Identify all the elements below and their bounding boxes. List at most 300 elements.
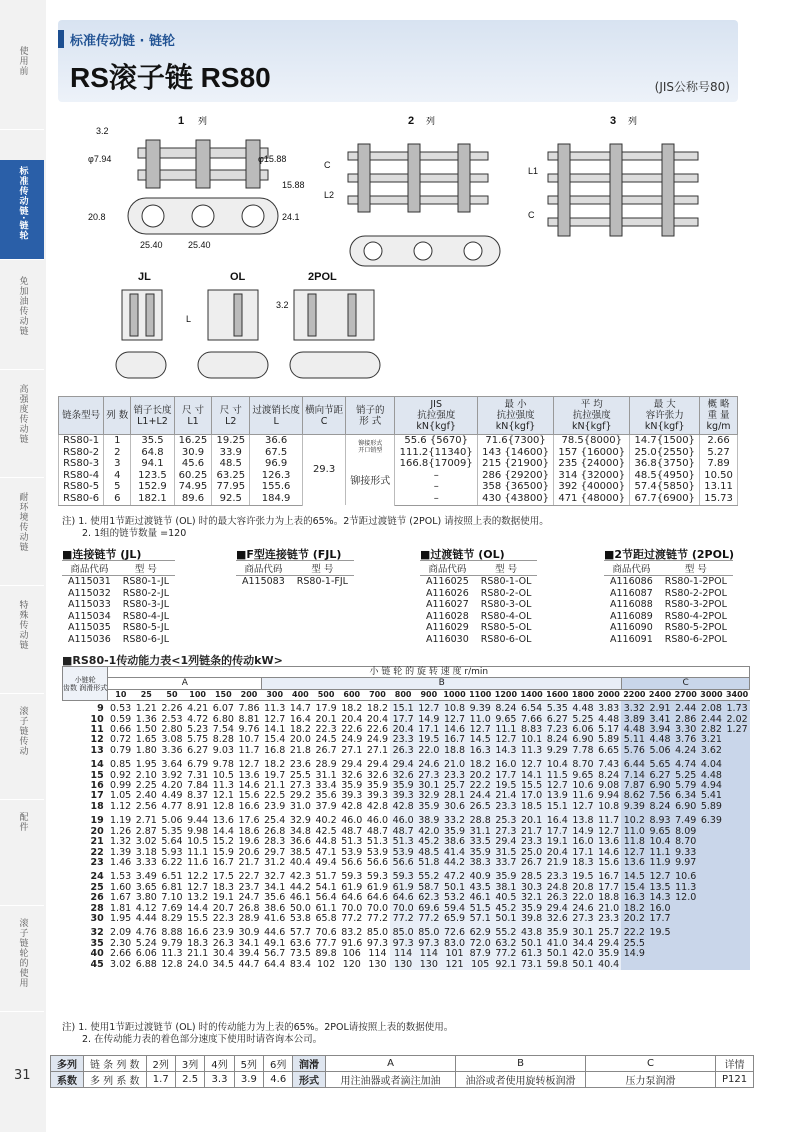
power-cell: 11.6 (570, 791, 596, 801)
power-cell: 53.2 (442, 893, 468, 903)
jl-row (62, 576, 175, 588)
power-cell: 9.65 (570, 771, 596, 781)
power-cell: 35.9 (519, 904, 545, 914)
power-cell: 2.56 (133, 802, 159, 813)
power-cell: 12.7 (236, 757, 262, 771)
ol-code: A116026 (426, 587, 469, 599)
power-cell: 15.5 (185, 914, 211, 925)
power-cell: 14.1 (519, 771, 545, 781)
power-cell: 24.7 (236, 893, 262, 903)
power-cell: 27.3 (570, 914, 596, 925)
power-cell: 44.7 (236, 960, 262, 970)
power-cell: 28.3 (262, 837, 288, 847)
speed-1200: 1200 (494, 689, 518, 699)
dim-c-3: C (528, 210, 535, 220)
power-cell: 61.1 (313, 904, 339, 914)
power-cell: 2.91 (647, 701, 673, 715)
power-cell (673, 960, 699, 970)
power-cell: 16.7 (596, 869, 622, 883)
power-cell: 41.6 (262, 914, 288, 925)
power-cell: 56.7 (262, 949, 288, 959)
power-cell: 8.93 (647, 813, 673, 827)
sidebar-tab-6[interactable]: 滚子链传动 (0, 700, 44, 800)
power-cell: 6.90 (647, 781, 673, 791)
power-cell (699, 893, 725, 903)
power-cell: 31.0 (288, 802, 314, 813)
power-cell: 22.6 (365, 725, 391, 735)
spec-cell: 16.25 (174, 435, 212, 447)
power-cell: 25.0 (519, 848, 545, 858)
power-cell: 97.3 (416, 939, 442, 949)
power-cell: 0.72 (108, 735, 134, 745)
power-cell (724, 939, 750, 949)
power-cell: 34.8 (288, 827, 314, 837)
power-cell: 28.5 (519, 869, 545, 883)
teeth-count: 40 (90, 948, 104, 960)
power-cell: 3.30 (673, 725, 699, 735)
lube-ref-1: 详情 (716, 1056, 754, 1072)
spec-cell: 77.95 (212, 481, 250, 493)
power-cell: 1.50 (133, 725, 159, 735)
power-cell: 7.86 (236, 701, 262, 715)
power-cell: 42.5 (313, 827, 339, 837)
power-cell: 56.6 (365, 858, 391, 869)
power-cell: 54.1 (313, 883, 339, 893)
power-cell: 44.2 (442, 858, 468, 869)
power-cell: 3.62 (699, 746, 725, 757)
sidebar-tab-3[interactable]: 高强度传动链 (0, 378, 44, 478)
power-cell (699, 827, 725, 837)
power-cell: 3.41 (647, 715, 673, 725)
power-cell: 16.6 (236, 802, 262, 813)
power-cell: 51.3 (390, 837, 416, 847)
power-cell: 5.11 (621, 735, 647, 745)
ol-h-model: 型 号 (475, 561, 538, 576)
ol-code: A116029 (426, 622, 469, 633)
power-cell: 4.48 (621, 725, 647, 735)
ol-model: RS80-1-OL (480, 576, 532, 587)
factor-col: 4列 (205, 1056, 234, 1072)
power-cell: 23.7 (236, 883, 262, 893)
power-cell: 38.9 (416, 813, 442, 827)
power-cell: 48.7 (390, 827, 416, 837)
power-cell: 24.4 (467, 791, 493, 801)
ol-model: RS80-3-OL (480, 599, 532, 610)
sidebar-tab-2[interactable]: 免加油传动链 (0, 270, 44, 370)
power-row (63, 813, 750, 827)
power-cell: 44.6 (262, 925, 288, 939)
factor-val: 2.5 (175, 1072, 204, 1088)
spec-cell: 57.4{5850} (630, 481, 700, 493)
spec-cell: 5.27 (700, 447, 738, 459)
header-accent-bar (58, 30, 64, 48)
power-cell: 7.78 (570, 746, 596, 757)
power-cell: 77.2 (365, 914, 391, 925)
spec-cell: 184.9 (250, 493, 303, 505)
power-cell: 13.6 (210, 813, 236, 827)
power-cell: 11.3 (519, 746, 545, 757)
power-cell: 40.9 (467, 869, 493, 883)
power-cell: 18.2 (262, 757, 288, 771)
teeth-count: 20 (90, 825, 104, 837)
jl-model: RS80-5-JL (122, 622, 170, 633)
sidebar-tab-8[interactable]: 滚子链轮的使用 (0, 912, 44, 1012)
spec-table (58, 396, 738, 506)
power-cell: 2.87 (133, 827, 159, 837)
label-row3: 3 (610, 115, 617, 127)
chain-1-row-diagram (88, 115, 305, 250)
spec-h-pinlen: 销子长度 L1+L2 (131, 397, 174, 435)
power-cell (724, 848, 750, 858)
power-cell: 114 (390, 949, 416, 959)
zone-b: B (262, 678, 622, 689)
power-cell: 23.9 (262, 802, 288, 813)
power-cell: 7.54 (210, 725, 236, 735)
power-row (63, 960, 750, 970)
power-cell: 1.95 (108, 914, 134, 925)
power-cell: 120 (339, 960, 365, 970)
power-cell: 3.94 (647, 725, 673, 735)
power-cell: 5.17 (596, 725, 622, 735)
power-cell: 1.19 (108, 813, 134, 827)
power-cell: 35.9 (596, 949, 622, 959)
factor-h1: 多列 (51, 1056, 84, 1072)
pol-code: A116086 (610, 576, 653, 587)
power-cell: 32.9 (288, 813, 314, 827)
power-cell: 1.46 (108, 858, 134, 869)
jl-h-model: 型 号 (117, 561, 175, 576)
ol-row (420, 611, 537, 623)
speed-1600: 1600 (546, 689, 569, 699)
power-cell: 42.0 (416, 827, 442, 837)
power-cell: 12.1 (210, 791, 236, 801)
spec-h-rows: 列 数 (104, 397, 131, 435)
spec-row (59, 481, 738, 493)
power-cell: 8.62 (621, 791, 647, 801)
power-cell: 32.7 (262, 869, 288, 883)
power-cell: 1.36 (133, 715, 159, 725)
power-cell: 29.2 (288, 791, 314, 801)
spec-cell: 392 {40000} (554, 481, 630, 493)
jl-model: RS80-4-JL (122, 610, 170, 622)
power-cell: 14.3 (647, 893, 673, 903)
power-cell: 7.66 (519, 715, 545, 725)
power-cell: 61.9 (365, 883, 391, 893)
power-cell: 55.2 (416, 869, 442, 883)
power-cell: 7.31 (185, 771, 211, 781)
spec-pin-type-2: 铆接形式 (346, 458, 395, 505)
ol-row (420, 634, 537, 646)
power-cell: 102 (313, 960, 339, 970)
power-cell (724, 802, 750, 813)
power-cell: 64.6 (365, 893, 391, 903)
power-cell: 34.4 (570, 939, 596, 949)
sidebar-tab-5[interactable]: 特殊传动链 (0, 594, 44, 694)
spec-cell: 143 {14600} (477, 447, 553, 459)
teeth-count: 23 (90, 856, 104, 868)
factor-col: 5列 (234, 1056, 263, 1072)
spec-cell: 166.8{17009} (395, 458, 478, 470)
lube-desc: 油浴或者使用旋转板润滑 (456, 1072, 586, 1088)
spec-cell: 14.7{1500} (630, 435, 700, 447)
spec-cell: RS80-6 (59, 493, 104, 505)
spec-h-l2: 尺 寸 L2 (212, 397, 250, 435)
power-cell (699, 904, 725, 914)
power-row (63, 858, 750, 869)
speed-2700: 2700 (674, 689, 697, 699)
power-cell: 59.3 (365, 869, 391, 883)
power-row (63, 869, 750, 883)
power-cell: 4.21 (185, 701, 211, 715)
standard-label: (JIS公称号80) (654, 80, 730, 94)
power-cell: 77.2 (493, 949, 519, 959)
power-cell: 6.27 (544, 715, 570, 725)
speed-10: 10 (108, 689, 134, 700)
lube-zone: C (586, 1056, 716, 1072)
power-cell: 16.4 (544, 813, 570, 827)
power-cell: 14.5 (621, 869, 647, 883)
spec-cell: 25.0{2550} (630, 447, 700, 459)
power-cell: 21.1 (262, 781, 288, 791)
lube-ref-2: P121 (716, 1072, 754, 1088)
power-cell: 25.7 (442, 781, 468, 791)
jl-model: RS80-6-JL (122, 633, 170, 645)
power-cell: 21.8 (288, 746, 314, 757)
power-cell: 19.5 (493, 781, 519, 791)
power-cell: 25.5 (288, 771, 314, 781)
pol-code: A116087 (610, 587, 653, 599)
power-cell: 36.6 (288, 837, 314, 847)
power-cell: 33.2 (442, 813, 468, 827)
spec-cell: 64.8 (131, 447, 174, 459)
spec-cell: 45.6 (174, 458, 212, 470)
power-cell: 8.88 (159, 925, 185, 939)
power-cell: 3.64 (159, 757, 185, 771)
power-cell: 5.75 (185, 735, 211, 745)
power-cell: 12.7 (416, 701, 442, 715)
power-cell: 77.2 (416, 914, 442, 925)
power-cell: 8.28 (210, 735, 236, 745)
power-cell: 8.83 (519, 725, 545, 735)
label-unit-3: 列 (628, 116, 638, 126)
power-cell: 33.7 (493, 858, 519, 869)
lube-table (292, 1055, 754, 1088)
pol-code: A116090 (610, 622, 653, 633)
power-cell: 59.8 (544, 960, 570, 970)
power-cell (724, 883, 750, 893)
power-cell: 42.8 (390, 802, 416, 813)
spec-cell: 314 {32000} (554, 470, 630, 482)
ol-code: A116030 (426, 633, 469, 645)
power-cell: 85.0 (365, 925, 391, 939)
fjl-h-code: 商品代码 (236, 561, 291, 576)
power-cell: 14.9 (416, 715, 442, 725)
power-cell: 5.23 (185, 725, 211, 735)
power-cell: 5.93 (159, 848, 185, 858)
power-cell: 4.94 (699, 781, 725, 791)
spec-cell: 92.5 (212, 493, 250, 505)
power-cell: 17.1 (416, 725, 442, 735)
power-cell: 3.89 (621, 715, 647, 725)
power-cell: 92.1 (493, 960, 519, 970)
power-cell: 6.54 (519, 701, 545, 715)
teeth-count: 25 (90, 881, 104, 893)
power-cell: 46.1 (288, 893, 314, 903)
power-cell: 26.7 (313, 746, 339, 757)
power-cell: 40.4 (596, 960, 622, 970)
power-cell: 12.7 (185, 883, 211, 893)
power-cell: 11.3 (210, 781, 236, 791)
lube-desc: 压力泵润滑 (586, 1072, 716, 1088)
power-cell: 20.8 (570, 883, 596, 893)
power-cell: 38.6 (442, 837, 468, 847)
power-cell: 43.5 (467, 883, 493, 893)
power-cell: 83.2 (339, 925, 365, 939)
power-cell: 9.39 (621, 802, 647, 813)
jl-code: A115034 (68, 610, 111, 622)
factor-val: 3.3 (205, 1072, 234, 1088)
jl-table (62, 560, 175, 645)
teeth-count: 10 (90, 713, 104, 725)
power-cell: 51.3 (339, 837, 365, 847)
power-cell: 35.9 (467, 848, 493, 858)
power-cell: 18.2 (339, 701, 365, 715)
power-cell: 7.23 (544, 725, 570, 735)
power-cell (647, 960, 673, 970)
power-cell: 1.05 (108, 791, 134, 801)
power-cell: 38.3 (467, 858, 493, 869)
sidebar-tab-7[interactable]: 配件 (0, 806, 44, 906)
dim-t-pol: 3.2 (276, 300, 289, 310)
power-cell: 12.8 (159, 960, 185, 970)
power-cell: 13.6 (621, 858, 647, 869)
power-cell: 16.4 (288, 715, 314, 725)
spec-cell: 123.5 (131, 470, 174, 482)
speed-200: 200 (236, 689, 262, 700)
jl-model: RS80-2-JL (122, 587, 170, 599)
pol-model: RS80-2-2POL (664, 587, 727, 599)
power-cell: 44.8 (313, 837, 339, 847)
power-cell: 8.37 (185, 791, 211, 801)
power-cell (724, 813, 750, 827)
spec-cell: RS80-3 (59, 458, 104, 470)
sidebar-tab-0[interactable]: 使用前 (0, 40, 44, 130)
power-cell: 2.25 (133, 781, 159, 791)
power-cell: 31.1 (313, 771, 339, 781)
power-cell (673, 925, 699, 939)
power-cell: 8.81 (236, 715, 262, 725)
power-cell: 3.33 (133, 858, 159, 869)
power-cell: 7.10 (159, 893, 185, 903)
power-cell: 6.06 (133, 949, 159, 959)
power-cell: 11.3 (673, 883, 699, 893)
spec-cell: 2.66 (700, 435, 738, 447)
power-cell: 62.9 (467, 925, 493, 939)
power-cell: 3.21 (699, 735, 725, 745)
speed-3000: 3000 (700, 689, 723, 699)
power-cell: 4.04 (699, 757, 725, 771)
spec-note-1: 注) 1. 使用1节距过渡链节 (OL) 时的最大容许张力为上表的65%。2节距过渡链节 (2POL) 请按照上表的数据使用。 (62, 516, 549, 527)
power-cell: 9.44 (185, 813, 211, 827)
power-cell: 21.7 (236, 858, 262, 869)
power-cell: 6.22 (159, 858, 185, 869)
power-cell: 5.89 (596, 735, 622, 745)
sidebar-tab-4[interactable]: 耐环境传动链 (0, 486, 44, 586)
power-cell: 20.7 (210, 904, 236, 914)
power-cell: 48.7 (339, 827, 365, 837)
power-cell: 8.29 (159, 914, 185, 925)
power-cell: 13.8 (570, 813, 596, 827)
power-cell: 121 (442, 960, 468, 970)
power-cell: 1.32 (108, 837, 134, 847)
spec-cell: 430 {43800} (477, 493, 553, 505)
power-cell: 1.80 (133, 746, 159, 757)
power-cell: 11.7 (236, 746, 262, 757)
power-table (62, 666, 750, 970)
power-cell: 12.8 (210, 802, 236, 813)
sidebar-tab-1[interactable]: 标准传动链·链轮 (0, 160, 44, 260)
power-cell: 23.3 (519, 837, 545, 847)
power-cell (724, 869, 750, 883)
power-cell: 38.5 (288, 848, 314, 858)
fjl-code: A115083 (242, 576, 285, 587)
power-cell: 73.1 (519, 960, 545, 970)
power-cell: 42.8 (339, 802, 365, 813)
power-cell: 5.35 (544, 701, 570, 715)
category-label: 标准传动链 · 链轮 (70, 34, 175, 49)
power-cell: 46.0 (365, 813, 391, 827)
spec-cell: 35.5 (131, 435, 174, 447)
power-cell: 13.9 (544, 791, 570, 801)
power-cell: 29.4 (365, 757, 391, 771)
jl-h-code: 商品代码 (62, 561, 117, 576)
spec-h-weight: 概 略 重 量 kg/m (700, 397, 738, 435)
power-cell (699, 914, 725, 925)
power-row (63, 925, 750, 939)
power-cell: 38.1 (493, 883, 519, 893)
power-cell: 4.44 (133, 914, 159, 925)
jl-model: RS80-3-JL (122, 599, 170, 610)
spec-cell: 36.6 (250, 435, 303, 447)
factor-val: 3.9 (234, 1072, 263, 1088)
power-cell: 70.0 (339, 904, 365, 914)
power-cell: 17.0 (519, 791, 545, 801)
power-cell: 2.86 (673, 715, 699, 725)
power-cell: 5.79 (673, 781, 699, 791)
lube-zone: A (326, 1056, 456, 1072)
power-cell: 30.9 (236, 925, 262, 939)
power-cell: 12.7 (442, 715, 468, 725)
spec-cell: 4 (104, 470, 131, 482)
power-corner: 小链轮 齿数 润滑形式 (63, 667, 108, 701)
power-cell: 87.9 (467, 949, 493, 959)
jl-code: A115036 (68, 633, 111, 645)
power-cell: 21.1 (185, 949, 211, 959)
power-cell: 32.1 (519, 893, 545, 903)
pol-row (604, 634, 733, 646)
power-cell: 69.6 (416, 904, 442, 914)
power-cell: 12.7 (493, 735, 519, 745)
factor-col: 2列 (146, 1056, 175, 1072)
pol-row (604, 622, 733, 634)
power-cell: 49.4 (313, 858, 339, 869)
spec-cell: 286 {29200} (477, 470, 553, 482)
power-cell: 39.3 (339, 791, 365, 801)
power-cell: 6.88 (133, 960, 159, 970)
power-cell: 23.6 (288, 757, 314, 771)
spec-cell: 471 {48000} (554, 493, 630, 505)
power-cell: 11.9 (647, 858, 673, 869)
